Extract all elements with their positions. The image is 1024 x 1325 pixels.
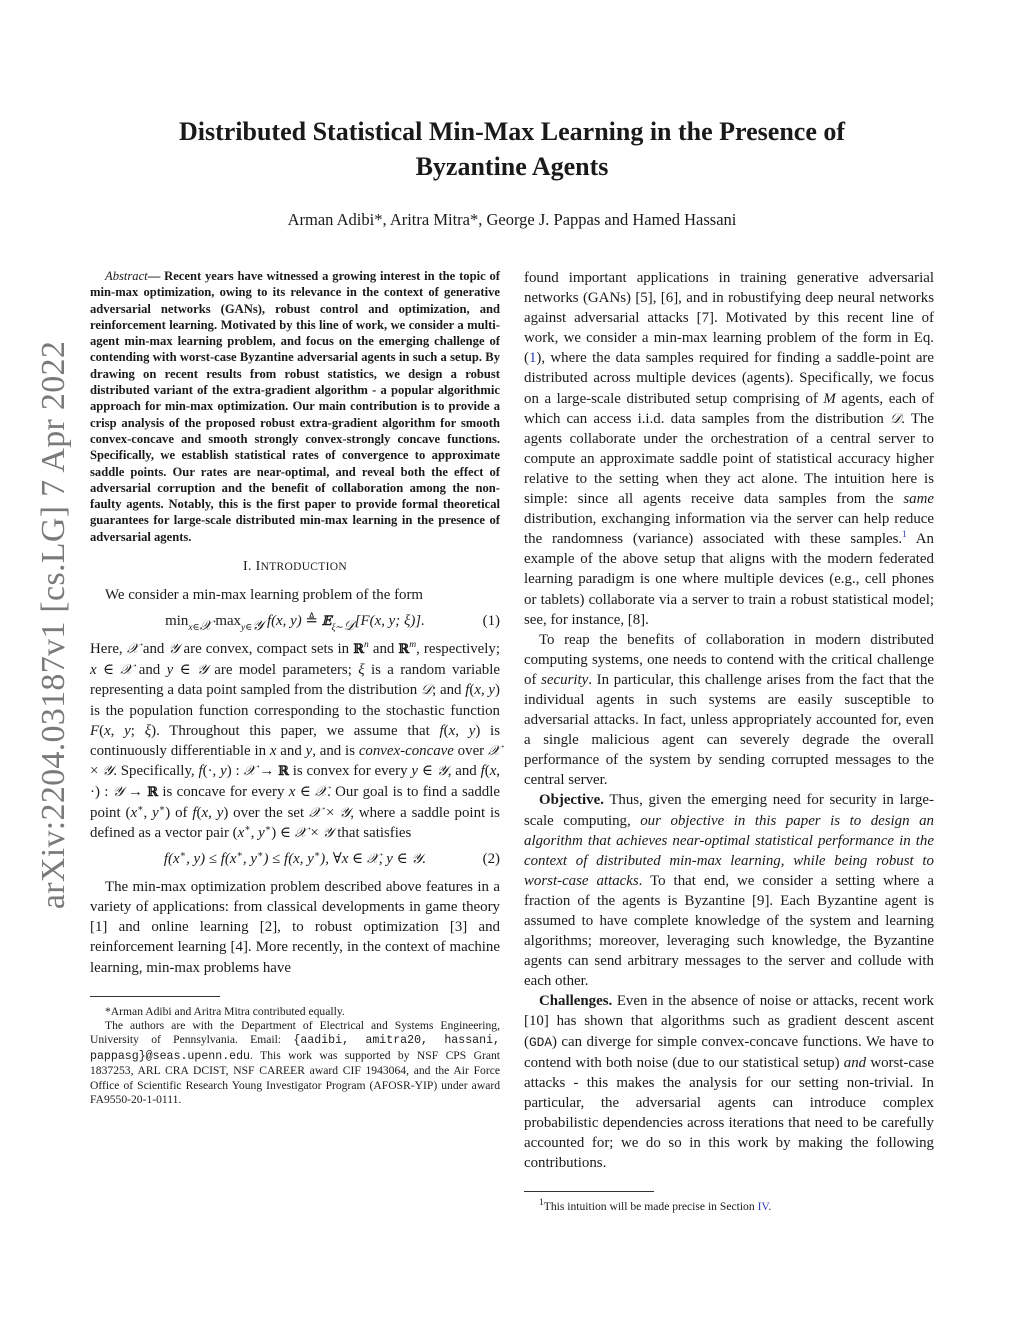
equation-2 — [90, 843, 500, 877]
challenges-heading: Challenges. — [539, 993, 613, 1010]
intro-paragraph-1: We consider a min-max learning problem of the form — [105, 587, 424, 604]
author-list: Arman Adibi*, Aritra Mitra*, George J. Pappas and Hamed Hassani — [287, 210, 737, 229]
eq-ref-link[interactable]: 1 — [528, 350, 537, 367]
abstract-label: Abstract — [105, 269, 148, 283]
footnote-ref-link[interactable]: 1 — [902, 530, 907, 541]
section-number: I. — [243, 559, 252, 575]
footnote-equal-contribution: *Arman Adibi and Aritra Mitra contributed equally. — [105, 1004, 345, 1018]
abstract — [90, 268, 500, 545]
paper-title — [90, 114, 934, 184]
intro-paragraph-3: The min-max optimization problem described above features in a variety of applications: from classical developments in game theory [1] and online learning [2], to robust optimization [3] and reinforcement learning [4]. More recently, in the context of machine learning, min-max problems have — [90, 879, 500, 976]
objective-heading: Objective. — [539, 792, 604, 809]
section-first-letter: I — [255, 559, 261, 575]
title-line-2: Byzantine Agents — [415, 152, 609, 181]
equation-1 — [90, 605, 500, 639]
equation-1-number: (1) — [482, 613, 500, 630]
left-column — [90, 268, 500, 1107]
right-paragraph-security: To reap the benefits of collaboration in modern distributed computing systems, one needs to contend with the critical challenge of security. In particular, this challenge arises from the fact that the individual agents in such systems are easily susceptible to adversarial attacks. In fact, unless appropriately accounted for, even a single malicious agent can severely degrade the overall performance of the system by sending corrupted messages to the central server. — [524, 631, 934, 789]
title-line-1: Distributed Statistical Min-Max Learning in the Presence of — [178, 117, 846, 146]
section-heading-introduction — [90, 557, 500, 577]
equation-2-body: f(x∗, y) ≤ f(x∗, y∗) ≤ f(x, y∗), ∀x ∈ 𝒳, y ∈ 𝒴. — [163, 850, 427, 868]
footnote-affiliation: The authors are with the Department of Electrical and Systems Engineering, University of Pennsylvania. Email: {aadibi, amitra20, hassani, pappasg}@seas.upenn.edu. This work was supported by NSF CPS Grant 1837253, ARL CRA DCIST, NSF CAREER award CIF 1943064, and the Air Force Office of Scientific Research Young Investigator Program (AFOSR-YIP) under award FA9550-20-1-0111. — [90, 1019, 500, 1107]
footnote-divider — [90, 996, 220, 997]
section-ref-link[interactable]: IV — [757, 1200, 769, 1214]
arxiv-stamp: arXiv:2204.03187v1 [cs.LG] 7 Apr 2022 — [35, 340, 72, 910]
right-paragraph-objective: Objective. Thus, given the emerging need for security in large-scale computing, our objective in this paper is to design an algorithm that achieves near-optimal statistical performance in the context of distributed min-max learning, while being robust to worst-case attacks. To that end, we consider a setting where a fraction of the agents is Byzantine [9]. Each Byzantine agent is assumed to have complete knowledge of the system and learning algorithms; moreover, leveraging such knowledge, the Byzantine agents can send arbitrary messages to the server and collude with each other. — [524, 792, 934, 990]
author-emails: {aadibi, amitra20, hassani, pappasg}@seas.upenn.edu — [90, 1034, 500, 1063]
right-paragraph-challenges: Challenges. Even in the absence of noise or attacks, recent work [10] has shown that algorithms such as gradient descent ascent (GDA) can diverge for simple convex-concave functions. We have to contend with both noise (due to our statistical setup) and worst-case attacks - this makes the analysis for our setting non-trivial. In particular, the adversarial agents can introduce complex probabilistic dependencies across iterations that need to be carefully accounted for; we do so in this work by making the following contributions. — [524, 993, 934, 1172]
equation-1-body: $\min_{x\in 𝒳} \max_{y\in 𝒴} f(x$, y) ≜ 𝔼$_{\xi\sim 𝒟}$[F(x, y; ξ)]. — [165, 613, 425, 635]
right-paragraph-1: found important applications in training generative adversarial networks (GANs) [5], [6], and in robustifying deep neural networks against adversarial attacks [7]. Motivated by this recent line of work, we consider a min-max learning problem of the form in Eq. (1), where the data samples required for finding a saddle-point are distributed across multiple devices (agents). Specifically, we focus on a large-scale distributed setup comprising of M agents, each of which can access i.i.d. data samples from the distribution 𝒟. The agents collaborate under the orchestration of a central server to compute an approximate saddle point of statistical accuracy higher relative to the setting when they act alone. The intuition here is simple: since all agents receive data samples from the same distribution, exchanging information via the server can help reduce the randomness (variance) associated with these samples.$^1$ An example of the above setup that aligns with the modern federated learning paradigm is one where multiple devices (e.g., cell phones or tablets) collaborate via a server to train a robust statistical model; see, for instance, [8]. — [524, 270, 935, 628]
equation-2-number: (2) — [482, 851, 500, 868]
abstract-text: — Recent years have witnessed a growing interest in the topic of min-max optimization, owing to its relevance in the context of generative adversarial networks (GANs), robust control and optimization, and reinforcement learning. Motivated by this line of work, we consider a multi-agent min-max learning problem, and focus on the emerging challenge of contending with worst-case Byzantine adversarial agents in such a setup. By drawing on recent results from robust statistics, we design a robust distributed variant of the extra-gradient algorithm - a popular algorithmic approach for min-max optimization. Our main contribution is to provide a crisp analysis of the proposed robust extra-gradient algorithm for smooth convex-concave and smooth strongly convex-strongly concave functions. Specifically, we establish statistical rates of convergence to approximate saddle points. Our rates are near-optimal, and reveal both the effect of adversarial corruption and the benefit of collaboration among the non-faulty agents. Notably, this is the first paper to provide formal theoretical guarantees for large-scale distributed min-max learning in the presence of adversarial agents. — [90, 269, 500, 544]
section-rest: NTRODUCTION — [260, 561, 347, 574]
footnote-1: $^1$This intuition will be made precise in Section IV. — [539, 1198, 772, 1214]
right-column — [524, 268, 934, 1215]
intro-paragraph-2: Here, 𝒳 and 𝒴 are convex, compact sets in ℝ$^n$ and ℝ$^m$, respectively; x ∈ 𝒳 and y ∈ 𝒴 are model parameters; ξ is a random variable representing a data point sampled from the distribution 𝒟; and f(x, y) is the population function corresponding to the stochastic function F(x, y; ξ). Throughout this paper, we assume that f(x, y) is continuously differentiable in x and y, and is convex-concave over 𝒳 × 𝒴. Specifically, f(·, y) : 𝒳 → ℝ is convex for every y ∈ 𝒴, and f(x, ·) : 𝒴 → ℝ is concave for every x ∈ 𝒳. Our goal is to find a saddle point (x∗, y∗) of f(x, y) over the set 𝒳 × 𝒴, where a saddle point is defined as a vector pair (x∗, y∗) ∈ 𝒳 × 𝒴 that satisfies — [90, 640, 501, 842]
footnote-divider-right — [524, 1191, 654, 1192]
